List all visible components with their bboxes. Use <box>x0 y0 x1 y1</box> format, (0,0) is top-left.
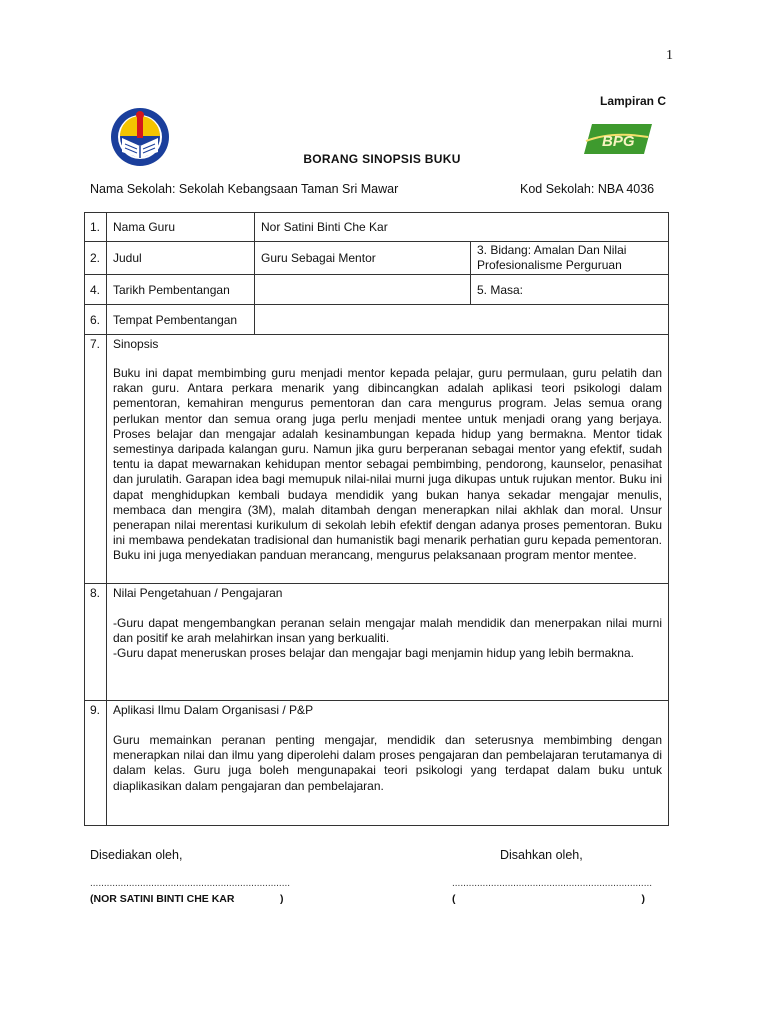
attachment-label: Lampiran C <box>600 94 667 108</box>
row-number: 4. <box>85 275 107 305</box>
page-number: 1 <box>666 48 673 63</box>
field-label: Nama Guru <box>107 213 255 242</box>
row-presentation-place <box>85 305 669 335</box>
page-title <box>0 152 768 166</box>
row-number: 6. <box>85 305 107 335</box>
application-cell <box>107 701 669 826</box>
signature-line-right: ........................................................................ <box>452 878 653 889</box>
knowledge-line-1: -Guru dapat mengembangkan peranan selain mengajar malah mendidik dan menerpakan nilai murni dan positif ke arah melahirkan insan yang berkualiti. <box>113 616 663 646</box>
field-label: Judul <box>107 242 255 275</box>
field-label: Tarikh Pembentangan <box>107 275 255 305</box>
signature-open-paren: ( <box>452 893 456 905</box>
row-synopsis <box>85 335 669 584</box>
approved-by-label: Disahkan oleh, <box>500 848 583 862</box>
field-label: Tempat Pembentangan <box>107 305 255 335</box>
title-text: BORANG SINOPSIS BUKU <box>303 152 461 166</box>
field-label: Sinopsis <box>113 337 159 351</box>
knowledge-line-2: -Guru dapat meneruskan proses belajar dan mengajar bagi menjamin hidup yang lebih bermakna. <box>113 646 634 661</box>
presentation-date-value <box>255 275 471 305</box>
signature-close-paren: ) <box>280 893 284 905</box>
bpg-logo-text: BPG <box>602 133 635 150</box>
knowledge-cell <box>107 584 669 701</box>
row-title <box>85 242 669 275</box>
signature-name-right <box>452 893 647 905</box>
field-area: 3. Bidang: Amalan Dan Nilai Profesionalisme Perguruan <box>471 242 669 275</box>
synopsis-text: Buku ini dapat membimbing guru menjadi mentor kepada pelajar, guru permulaan, guru pelatih dan rakan guru. Antara perkara menarik yang dibincangkan adalah aplikasi teori psikologi dalam pementoran, kemahiran mengurus pementoran dan cara mengurus program. Jelas semua orang perlukan mentor dan semua orang juga perlu menjadi mentee untuk menjadi orang yang berjaya. Proses belajar dan mengajar adalah kesinambungan kepada hidup yang bermakna. Mentor tidak semestinya daripada kalangan guru. Namun jika guru berperanan sebagai mentor yang efektif, sudah tentu ia dapat mewarnakan kehidupan mentor sebagai pembimbing, pendorong, kaunselor, penasihat dan jurulatih. Garapan idea bagi memupuk nilai-nilai murni juga dikupas untuk rujukan mentor. Buku ini dapat menghidupkan kembali budaya mendidik yang bukan hanya sekadar mengajar menulis, membaca dan mengira (3M), malah ditambah dengan menerapkan nilai akhlak dan moral. Unsur penerapan nilai merentasi kurikulum di sekolah lebih efektif dengan adanya proses pementoran. Buku ini membawa pendekatan tradisional dan humanistik bagi menarik perhatian guru kepada pementoran. Buku ini juga menyediakan panduan merancang, mengurus pelaksanaan program mentor mentee. <box>113 366 663 563</box>
row-application <box>85 701 669 826</box>
teacher-name-value: Nor Satini Binti Che Kar <box>255 213 669 242</box>
signature-line-left: ........................................................................ <box>90 878 291 889</box>
field-time: 5. Masa: <box>471 275 669 305</box>
row-number: 7. <box>85 335 107 584</box>
synopsis-cell <box>107 335 669 584</box>
row-teacher-name <box>85 213 669 242</box>
row-number: 2. <box>85 242 107 275</box>
prepared-by-label: Disediakan oleh, <box>90 848 183 862</box>
signature-name: (NOR SATINI BINTI CHE KAR <box>90 893 235 905</box>
row-presentation-date <box>85 275 669 305</box>
presentation-place-value <box>255 305 669 335</box>
application-text: Guru memainkan peranan penting mengajar, mendidik dan seterusnya membimbing dengan menerapkan nilai dan ilmu yang diperolehi dalam proses pengajaran dan pembelajaran terutamanya di dalam kelas. Guru juga boleh mengunapakai teori psikologi yang terdapat dalam buku untuk diaplikasikan dalam pengajaran dan pembelajaran. <box>113 733 663 793</box>
row-number: 9. <box>85 701 107 826</box>
field-label: Aplikasi Ilmu Dalam Organisasi / P&P <box>113 703 314 717</box>
school-name: Nama Sekolah: Sekolah Kebangsaan Taman Sri Mawar <box>90 182 399 196</box>
signature-name-left <box>90 893 284 905</box>
book-title-value: Guru Sebagai Mentor <box>255 242 471 275</box>
synopsis-form <box>84 212 669 826</box>
signature-close-paren: ) <box>641 893 645 905</box>
row-number: 8. <box>85 584 107 701</box>
row-number: 1. <box>85 213 107 242</box>
school-code: Kod Sekolah: NBA 4036 <box>520 182 655 196</box>
row-knowledge-value <box>85 584 669 701</box>
field-label: Nilai Pengetahuan / Pengajaran <box>113 586 283 600</box>
